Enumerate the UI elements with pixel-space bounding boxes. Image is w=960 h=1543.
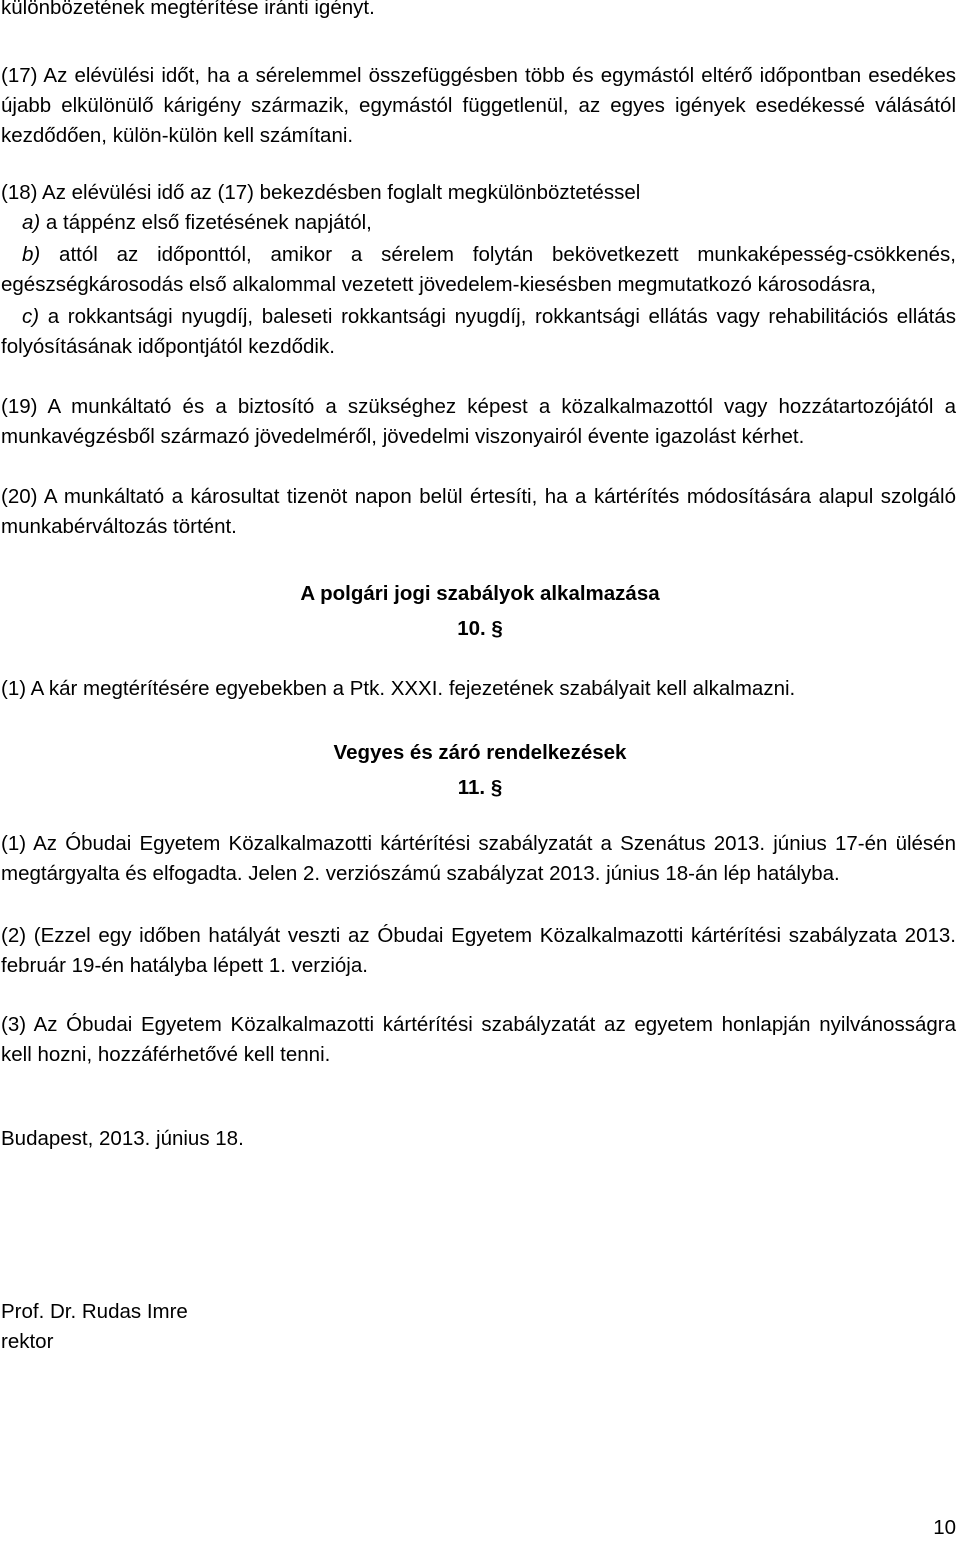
section-11-paragraph-3: (3) Az Óbudai Egyetem Közalkalmazotti kártérítési szabályzatát az egyetem honlapján nyilvánosságra kell hozni, hozzáférhetővé kell tenni.	[1, 1013, 956, 1066]
item-b-label: b)	[22, 243, 41, 266]
signatory-name: Prof. Dr. Rudas Imre	[1, 1300, 188, 1323]
section-10-paragraph-1: (1) A kár megtérítésére egyebekben a Ptk. XXXI. fejezetének szabályait kell alkalmazni.	[1, 677, 796, 700]
heading-final-provisions: Vegyes és záró rendelkezések	[333, 741, 627, 764]
item-a-label: a)	[22, 211, 41, 234]
paragraph-18-item-a	[22, 208, 372, 238]
section-11-paragraph-1: (1) Az Óbudai Egyetem Közalkalmazotti kártérítési szabályzatát a Szenátus 2013. június 17-én ülésén megtárgyalta és elfogadta. Jelen 2. verziószámú szabályzat 2013. június 18-án lép hatályba.	[1, 832, 956, 885]
paragraph-18-item-b	[1, 240, 956, 300]
section-10-number: 10. §	[457, 617, 503, 640]
item-a-text: a táppénz első fizetésének napjától,	[40, 211, 372, 234]
section-11-paragraph-2: (2) (Ezzel egy időben hatályát veszti az Óbudai Egyetem Közalkalmazotti kártérítési szabályzata 2013. február 19-én hatályba lépett 1. verziója.	[1, 924, 956, 977]
paragraph-18-item-c	[1, 302, 956, 362]
item-c-text: a rokkantsági nyugdíj, baleseti rokkantsági nyugdíj, rokkantsági ellátás vagy rehabilitációs ellátás folyósításának időpontjától kezdődik.	[1, 305, 956, 358]
paragraph-20: (20) A munkáltató a károsultat tizenöt napon belül értesíti, ha a kártérítés módosítására alapul szolgáló munkabérváltozás történt.	[1, 485, 956, 538]
paragraph-19: (19) A munkáltató és a biztosító a szükséghez képest a közalkalmazottól vagy hozzátartozójától a munkavégzésből származó jövedelméről, jövedelmi viszonyairól évente igazolást kérhet.	[1, 395, 956, 448]
item-b-text: attól az időponttól, amikor a sérelem folytán bekövetkezett munkaképesség-csökkenés, egészségkárosodás első alkalommal vezetett jövedelem-kiesésben megmutatkozó károsodásra,	[1, 243, 956, 296]
heading-civil-law: A polgári jogi szabályok alkalmazása	[300, 582, 660, 605]
paragraph-18-intro: (18) Az elévülési idő az (17) bekezdésben foglalt megkülönböztetéssel	[1, 181, 641, 204]
page-number: 10	[933, 1516, 956, 1539]
place-and-date: Budapest, 2013. június 18.	[1, 1127, 244, 1150]
signatory-title: rektor	[1, 1330, 54, 1353]
paragraph-17: (17) Az elévülési időt, ha a sérelemmel összefüggésben több és egymástól eltérő időpontban esedékes újabb elkülönülő kárigény származik, egymástól függetlenül, az egyes igények esedékessé válásától kezdődően, külön-külön kell számítani.	[1, 64, 956, 147]
section-11-number: 11. §	[457, 776, 503, 799]
top-fragment-text: különbözetének megtérítése iránti igényt.	[1, 0, 375, 19]
item-c-label: c)	[22, 305, 40, 328]
